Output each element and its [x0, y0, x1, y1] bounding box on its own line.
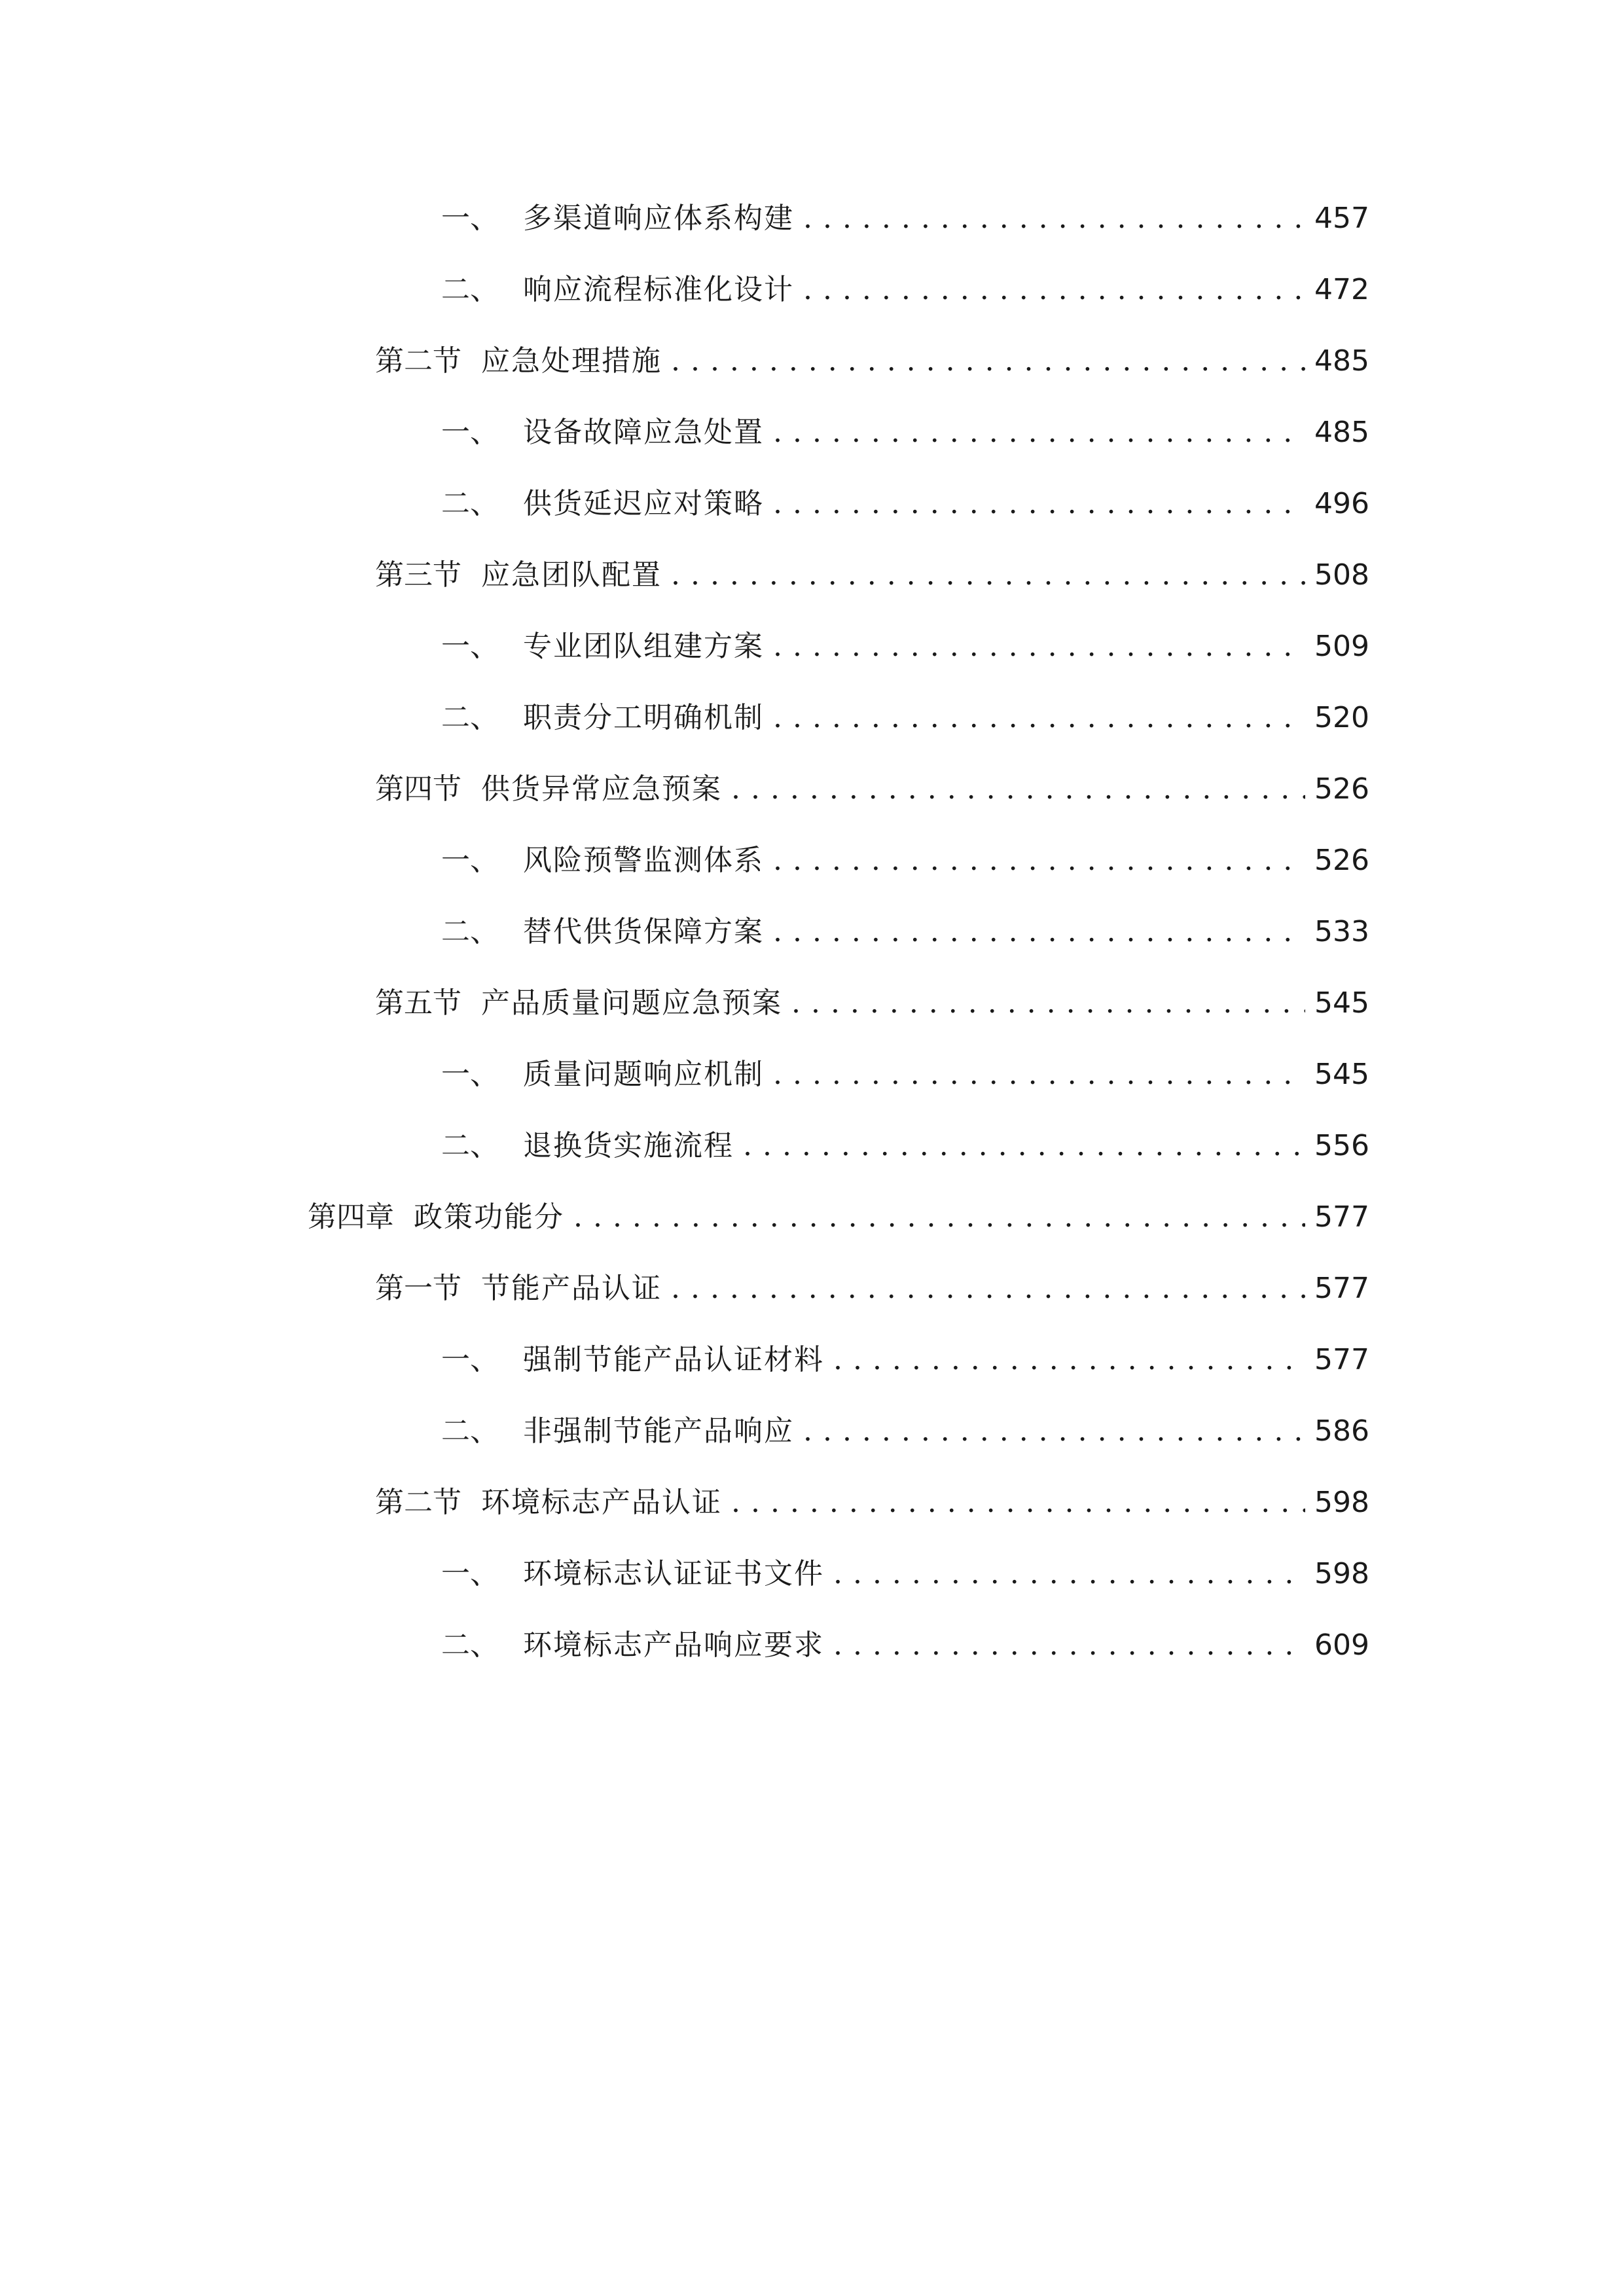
toc-entry[interactable]: [441, 620, 1369, 673]
toc-entry[interactable]: [375, 1477, 1369, 1529]
toc-entry-page: 545: [1314, 1058, 1369, 1091]
toc-entry-page: 485: [1314, 416, 1369, 449]
toc-entry-page: 508: [1314, 558, 1369, 592]
toc-entry[interactable]: [441, 1049, 1369, 1101]
toc-entry[interactable]: [441, 1405, 1369, 1458]
toc-entry-number: 第三节: [375, 558, 461, 592]
toc-entry-number: 二、: [441, 1414, 499, 1448]
dot-leader: [671, 1263, 1305, 1315]
dot-leader: [773, 692, 1305, 744]
toc-entry-title: 多渠道响应体系构建: [523, 202, 794, 235]
dot-leader: [773, 906, 1305, 958]
toc-entry-title: 响应流程标准化设计: [523, 273, 794, 306]
toc-entry[interactable]: [441, 834, 1369, 887]
toc-entry[interactable]: [441, 1334, 1369, 1386]
toc-entry-title: 替代供货保障方案: [523, 915, 764, 948]
toc-entry-number: 二、: [441, 1628, 499, 1662]
toc-entry-page: 598: [1314, 1557, 1369, 1590]
toc-entry[interactable]: [441, 692, 1369, 744]
toc-entry-page: 533: [1314, 915, 1369, 948]
toc-entry-page: 598: [1314, 1486, 1369, 1519]
toc-entry-page: 577: [1314, 1343, 1369, 1376]
dot-leader: [803, 264, 1305, 316]
dot-leader: [573, 1191, 1305, 1244]
toc-entry-number: 一、: [441, 1557, 499, 1590]
toc-entry-number: 一、: [441, 202, 499, 235]
toc-entry-page: 509: [1314, 630, 1369, 663]
toc-entry-page: 609: [1314, 1628, 1369, 1662]
toc-entry-title: 职责分工明确机制: [523, 701, 764, 734]
toc-entry-number: 二、: [441, 915, 499, 948]
toc-entry[interactable]: [441, 906, 1369, 958]
toc-entry-page: 545: [1314, 986, 1369, 1020]
dot-leader: [773, 406, 1305, 459]
toc-entry[interactable]: [441, 1619, 1369, 1672]
dot-leader: [833, 1619, 1305, 1672]
toc-entry-page: 577: [1314, 1200, 1369, 1234]
dot-leader: [731, 763, 1305, 816]
toc-entry-title: 供货异常应急预案: [481, 772, 722, 806]
toc-entry-title: 环境标志产品响应要求: [523, 1628, 824, 1662]
toc-entry-number: 一、: [441, 630, 499, 663]
toc-entry-page: 457: [1314, 202, 1369, 235]
dot-leader: [773, 1049, 1305, 1101]
toc-entry-number: 二、: [441, 273, 499, 306]
toc-entry[interactable]: [441, 192, 1369, 245]
dot-leader: [773, 478, 1305, 530]
toc-entry-title: 强制节能产品认证材料: [523, 1343, 824, 1376]
toc-entry[interactable]: [375, 977, 1369, 1030]
toc-entry[interactable]: [441, 1548, 1369, 1600]
toc-entry-number: 二、: [441, 701, 499, 734]
toc-entry-page: 485: [1314, 344, 1369, 378]
toc-entry[interactable]: [375, 335, 1369, 387]
dot-leader: [773, 620, 1305, 673]
dot-leader: [731, 1477, 1305, 1529]
toc-entry-number: 一、: [441, 416, 499, 449]
dot-leader: [833, 1548, 1305, 1600]
toc-entry-title: 节能产品认证: [481, 1272, 662, 1305]
toc-entry-title: 退换货实施流程: [523, 1129, 734, 1162]
toc-entry-page: 526: [1314, 772, 1369, 806]
dot-leader: [803, 1405, 1305, 1458]
toc-entry-page: 472: [1314, 273, 1369, 306]
toc-entry-number: 第五节: [375, 986, 461, 1020]
toc-entry-title: 供货延迟应对策略: [523, 487, 764, 520]
toc-entry-title: 非强制节能产品响应: [523, 1414, 794, 1448]
toc-entry-page: 526: [1314, 844, 1369, 877]
toc-entry[interactable]: [375, 1263, 1369, 1315]
toc-entry-page: 496: [1314, 487, 1369, 520]
toc-entry-page: 556: [1314, 1129, 1369, 1162]
toc-entry[interactable]: [441, 1120, 1369, 1172]
dot-leader: [791, 977, 1305, 1030]
toc-entry-title: 质量问题响应机制: [523, 1058, 764, 1091]
dot-leader: [743, 1120, 1305, 1172]
toc-entry-number: 第二节: [375, 1486, 461, 1519]
dot-leader: [833, 1334, 1305, 1386]
toc-entry-number: 二、: [441, 1129, 499, 1162]
toc-entry-title: 应急处理措施: [481, 344, 662, 378]
dot-leader: [803, 192, 1305, 245]
toc-entry-page: 577: [1314, 1272, 1369, 1305]
toc-entry[interactable]: [441, 264, 1369, 316]
toc-entry-title: 专业团队组建方案: [523, 630, 764, 663]
toc-entry-title: 环境标志产品认证: [481, 1486, 722, 1519]
toc-entry-title: 产品质量问题应急预案: [481, 986, 782, 1020]
toc-entry-page: 586: [1314, 1414, 1369, 1448]
toc-entry-title: 环境标志认证证书文件: [523, 1557, 824, 1590]
toc-entry-title: 设备故障应急处置: [523, 416, 764, 449]
toc-entry-number: 二、: [441, 487, 499, 520]
toc-entry[interactable]: [308, 1191, 1369, 1244]
toc-entry-title: 风险预警监测体系: [523, 844, 764, 877]
toc-entry[interactable]: [375, 549, 1369, 601]
toc-entry-number: 第四节: [375, 772, 461, 806]
dot-leader: [671, 335, 1305, 387]
toc-entry-number: 第一节: [375, 1272, 461, 1305]
dot-leader: [671, 549, 1305, 601]
toc-entry-title: 应急团队配置: [481, 558, 662, 592]
toc-entry[interactable]: [375, 763, 1369, 816]
toc-entry-number: 一、: [441, 1058, 499, 1091]
toc-entry-page: 520: [1314, 701, 1369, 734]
toc-entry[interactable]: [441, 478, 1369, 530]
toc-entry-number: 第四章: [308, 1200, 394, 1234]
toc-entry-number: 一、: [441, 1343, 499, 1376]
toc-entry-number: 一、: [441, 844, 499, 877]
toc-entry-number: 第二节: [375, 344, 461, 378]
toc-entry[interactable]: [441, 406, 1369, 459]
toc-entry-title: 政策功能分: [414, 1200, 564, 1234]
dot-leader: [773, 834, 1305, 887]
